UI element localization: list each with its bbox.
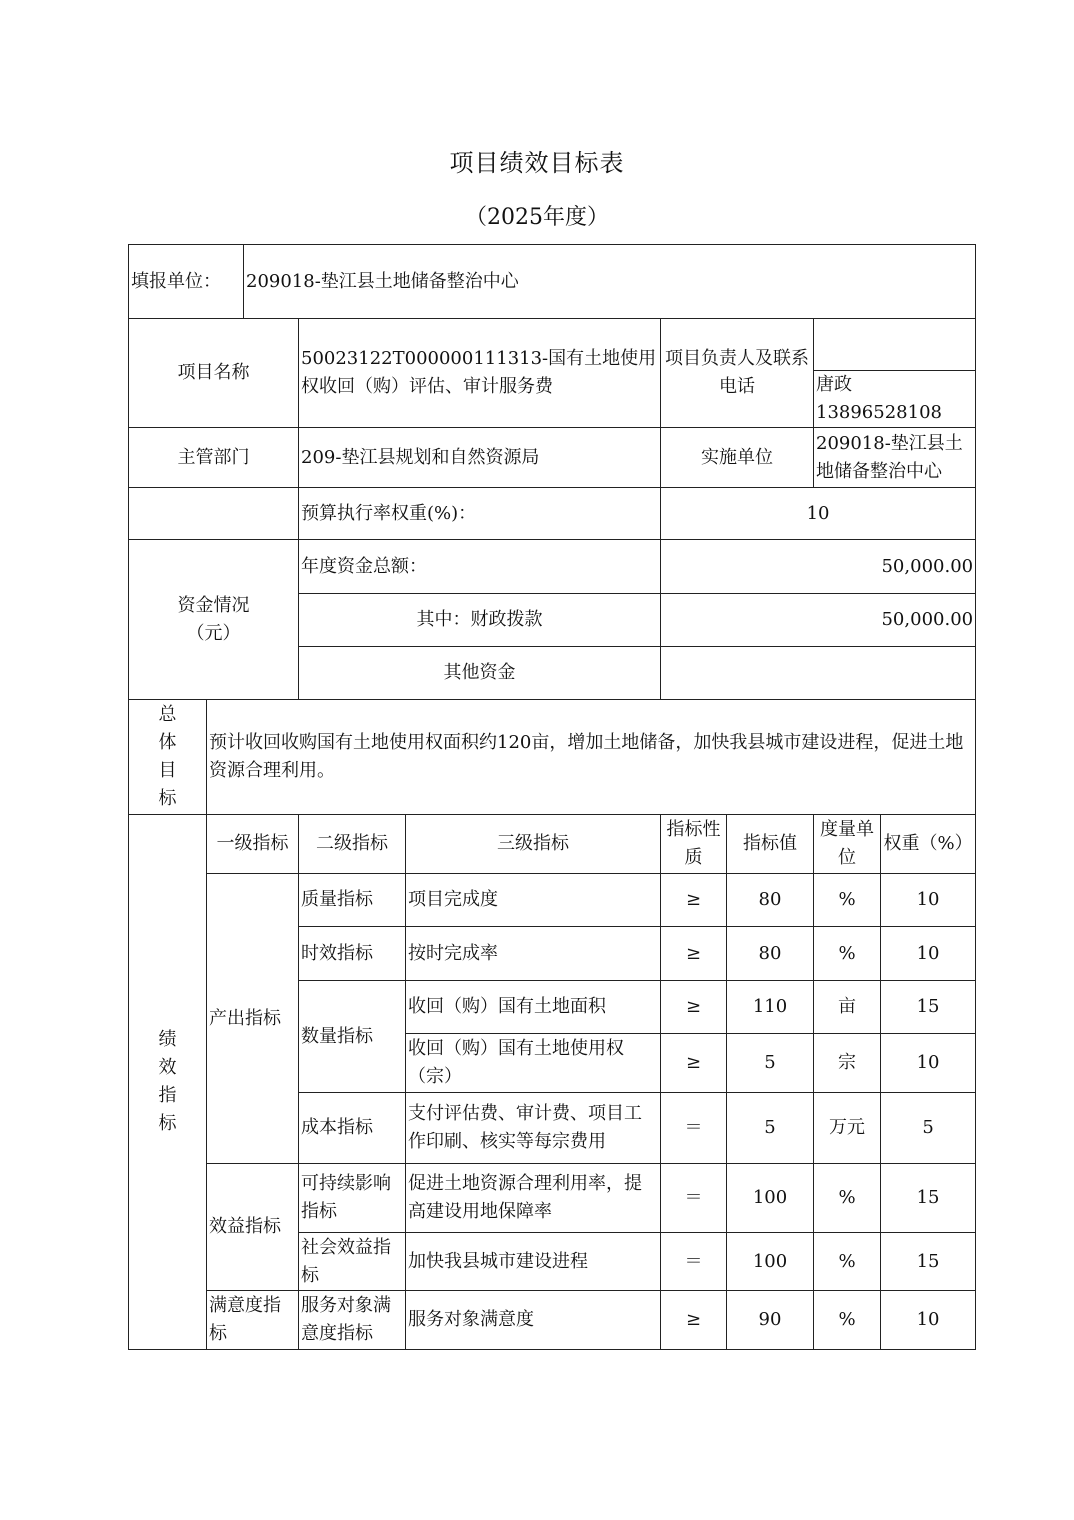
indicator-operator: ≥ xyxy=(661,874,727,927)
budget-weight-blank xyxy=(129,488,299,540)
indicator-weight: 15 xyxy=(881,981,976,1034)
table-row xyxy=(129,1291,976,1350)
indicator-unit: % xyxy=(814,874,881,927)
budget-weight-row xyxy=(129,488,976,540)
indicator-unit: % xyxy=(814,1291,881,1350)
fund-row-total xyxy=(129,540,976,594)
fiscal-label: 其中：财政拨款 xyxy=(299,594,661,647)
goal-label xyxy=(129,700,207,815)
project-name-value: 50023122T000000111313-国有土地使用权收回（购）评估、审计服务费 xyxy=(299,319,661,428)
indicator-side-label xyxy=(129,815,207,1350)
indicator-value: 80 xyxy=(727,874,814,927)
table-row xyxy=(129,874,976,927)
fund-label: 资金情况（元） xyxy=(129,540,299,700)
dept-row xyxy=(129,428,976,488)
indicator-weight: 10 xyxy=(881,1291,976,1350)
col-header-level1: 一级指标 xyxy=(207,815,299,874)
indicator-unit: % xyxy=(814,1164,881,1233)
col-header-level2: 二级指标 xyxy=(299,815,406,874)
indicator-operator: ≥ xyxy=(661,1291,727,1350)
indicator-name: 按时完成率 xyxy=(406,927,661,981)
indicator-name: 加快我县城市建设进程 xyxy=(406,1233,661,1291)
goal-row xyxy=(129,700,976,815)
annual-total-label: 年度资金总额： xyxy=(299,540,661,594)
col-header-level3: 三级指标 xyxy=(406,815,661,874)
indicator-weight: 15 xyxy=(881,1233,976,1291)
col-header-nature: 指标性质 xyxy=(661,815,727,874)
fiscal-value: 50,000.00 xyxy=(661,594,976,647)
indicator-weight: 10 xyxy=(881,1034,976,1093)
level2-quality: 质量指标 xyxy=(299,874,406,927)
indicator-operator: ＝ xyxy=(661,1164,727,1233)
col-header-value: 指标值 xyxy=(727,815,814,874)
goal-label-char: 标 xyxy=(158,788,177,809)
table-row xyxy=(129,1164,976,1233)
budget-weight-value: 10 xyxy=(661,488,976,540)
fill-unit-value: 209018-垫江县土地储备整治中心 xyxy=(244,245,976,319)
other-fund-label: 其他资金 xyxy=(299,647,661,700)
indicator-unit: % xyxy=(814,927,881,981)
level2-time: 时效指标 xyxy=(299,927,406,981)
indicator-weight: 10 xyxy=(881,874,976,927)
indicator-value: 100 xyxy=(727,1164,814,1233)
col-header-weight: 权重（%） xyxy=(881,815,976,874)
indicator-name: 支付评估费、审计费、项目工作印刷、核实等每宗费用 xyxy=(406,1093,661,1164)
fill-unit-label: 填报单位： xyxy=(129,245,244,319)
indicator-side-char: 绩 xyxy=(158,1029,177,1050)
dept-label: 主管部门 xyxy=(129,428,299,488)
level2-quantity: 数量指标 xyxy=(299,981,406,1093)
goal-text: 预计收回收购国有土地使用权面积约120亩，增加土地储备，加快我县城市建设进程，促进土地资源合理利用。 xyxy=(207,700,976,815)
performance-table xyxy=(128,244,976,1350)
indicator-side-char: 指 xyxy=(158,1085,177,1106)
indicator-weight: 10 xyxy=(881,927,976,981)
indicator-side-char: 标 xyxy=(158,1113,177,1134)
level2-cost: 成本指标 xyxy=(299,1093,406,1164)
indicator-header-row xyxy=(129,815,976,874)
impl-label: 实施单位 xyxy=(661,428,814,488)
annual-total-value: 50,000.00 xyxy=(661,540,976,594)
indicator-operator: ≥ xyxy=(661,981,727,1034)
indicator-unit: 万元 xyxy=(814,1093,881,1164)
level2-sustain: 可持续影响指标 xyxy=(299,1164,406,1233)
goal-label-char: 总 xyxy=(158,704,177,725)
indicator-unit: 宗 xyxy=(814,1034,881,1093)
goal-label-char: 体 xyxy=(158,732,177,753)
indicator-weight: 15 xyxy=(881,1164,976,1233)
budget-weight-label: 预算执行率权重(%)： xyxy=(299,488,661,540)
indicator-value: 110 xyxy=(727,981,814,1034)
indicator-name: 收回（购）国有土地使用权（宗） xyxy=(406,1034,661,1093)
indicator-name: 收回（购）国有土地面积 xyxy=(406,981,661,1034)
impl-value: 209018-垫江县土地储备整治中心 xyxy=(814,428,976,488)
indicator-name: 项目完成度 xyxy=(406,874,661,927)
level1-output: 产出指标 xyxy=(207,874,299,1164)
indicator-operator: ＝ xyxy=(661,1233,727,1291)
level1-benefit: 效益指标 xyxy=(207,1164,299,1291)
leader-blank-cell xyxy=(814,319,976,371)
page-subtitle: （2025年度） xyxy=(465,205,609,230)
indicator-name: 促进土地资源合理利用率，提高建设用地保障率 xyxy=(406,1164,661,1233)
project-name-row xyxy=(129,319,976,371)
level1-satisfaction: 满意度指标 xyxy=(207,1291,299,1350)
indicator-value: 5 xyxy=(727,1093,814,1164)
indicator-unit: % xyxy=(814,1233,881,1291)
col-header-unit: 度量单位 xyxy=(814,815,881,874)
other-fund-value xyxy=(661,647,976,700)
indicator-value: 90 xyxy=(727,1291,814,1350)
indicator-value: 5 xyxy=(727,1034,814,1093)
level2-social: 社会效益指标 xyxy=(299,1233,406,1291)
indicator-operator: ≥ xyxy=(661,927,727,981)
page-title: 项目绩效目标表 xyxy=(449,149,625,177)
indicator-value: 100 xyxy=(727,1233,814,1291)
indicator-operator: ＝ xyxy=(661,1093,727,1164)
indicator-unit: 亩 xyxy=(814,981,881,1034)
goal-label-char: 目 xyxy=(158,760,177,781)
indicator-value: 80 xyxy=(727,927,814,981)
fill-unit-row xyxy=(129,245,976,319)
indicator-weight: 5 xyxy=(881,1093,976,1164)
leader-label: 项目负责人及联系电话 xyxy=(661,319,814,428)
indicator-operator: ≥ xyxy=(661,1034,727,1093)
level2-service: 服务对象满意度指标 xyxy=(299,1291,406,1350)
project-name-label: 项目名称 xyxy=(129,319,299,428)
leader-value: 唐政 13896528108 xyxy=(814,371,976,428)
indicator-name: 服务对象满意度 xyxy=(406,1291,661,1350)
indicator-side-char: 效 xyxy=(158,1057,177,1078)
dept-value: 209-垫江县规划和自然资源局 xyxy=(299,428,661,488)
